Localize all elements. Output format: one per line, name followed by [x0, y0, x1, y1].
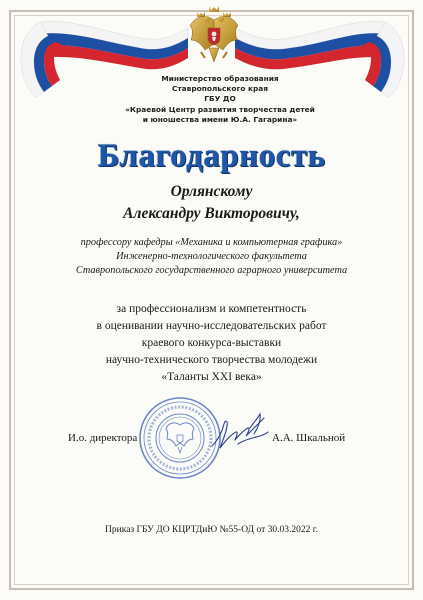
- issuer-line: Министерство образования: [161, 74, 279, 83]
- certificate-title: Благодарность: [97, 138, 326, 174]
- order-reference: Приказ ГБУ ДО КЦРТДиЮ №55-ОД от 30.03.2022 г.: [105, 525, 318, 535]
- issuer-line: «Краевой Центр развития творчества детей: [125, 104, 315, 114]
- issuer-header: [96, 74, 344, 125]
- signatory-name: А.А. Шкальной: [272, 432, 346, 444]
- issuer-line: ГБУ ДО: [204, 94, 236, 104]
- recipient-name: Александру Викторовичу,: [123, 205, 300, 222]
- russian-coat-of-arms-icon: [187, 4, 241, 70]
- recipient-position: профессору кафедры «Механика и компьютерная графика»: [80, 237, 343, 248]
- reason-line: научно-технического творчества молодежи: [105, 354, 318, 366]
- recipient-surname: Орлянскому: [170, 183, 253, 200]
- reason-line: за профессионализм и компетентность: [116, 303, 307, 315]
- contest-name: «Таланты XXI века»: [161, 371, 262, 383]
- issuer-line: Ставропольского края: [171, 84, 269, 94]
- signatory-role: И.о. директора: [68, 432, 138, 444]
- reason-line: в оценивании научно-исследовательских работ: [96, 320, 327, 332]
- recipient-faculty: Инженерно-технологического факультета: [116, 251, 307, 262]
- issuer-line: и юношества имени Ю.А. Гагарина»: [142, 114, 298, 124]
- handwritten-signature: [208, 410, 270, 458]
- recipient-university: Ставропольского государственного аграрного университета: [75, 265, 348, 276]
- reason-line: краевого конкурса-выставки: [141, 337, 282, 349]
